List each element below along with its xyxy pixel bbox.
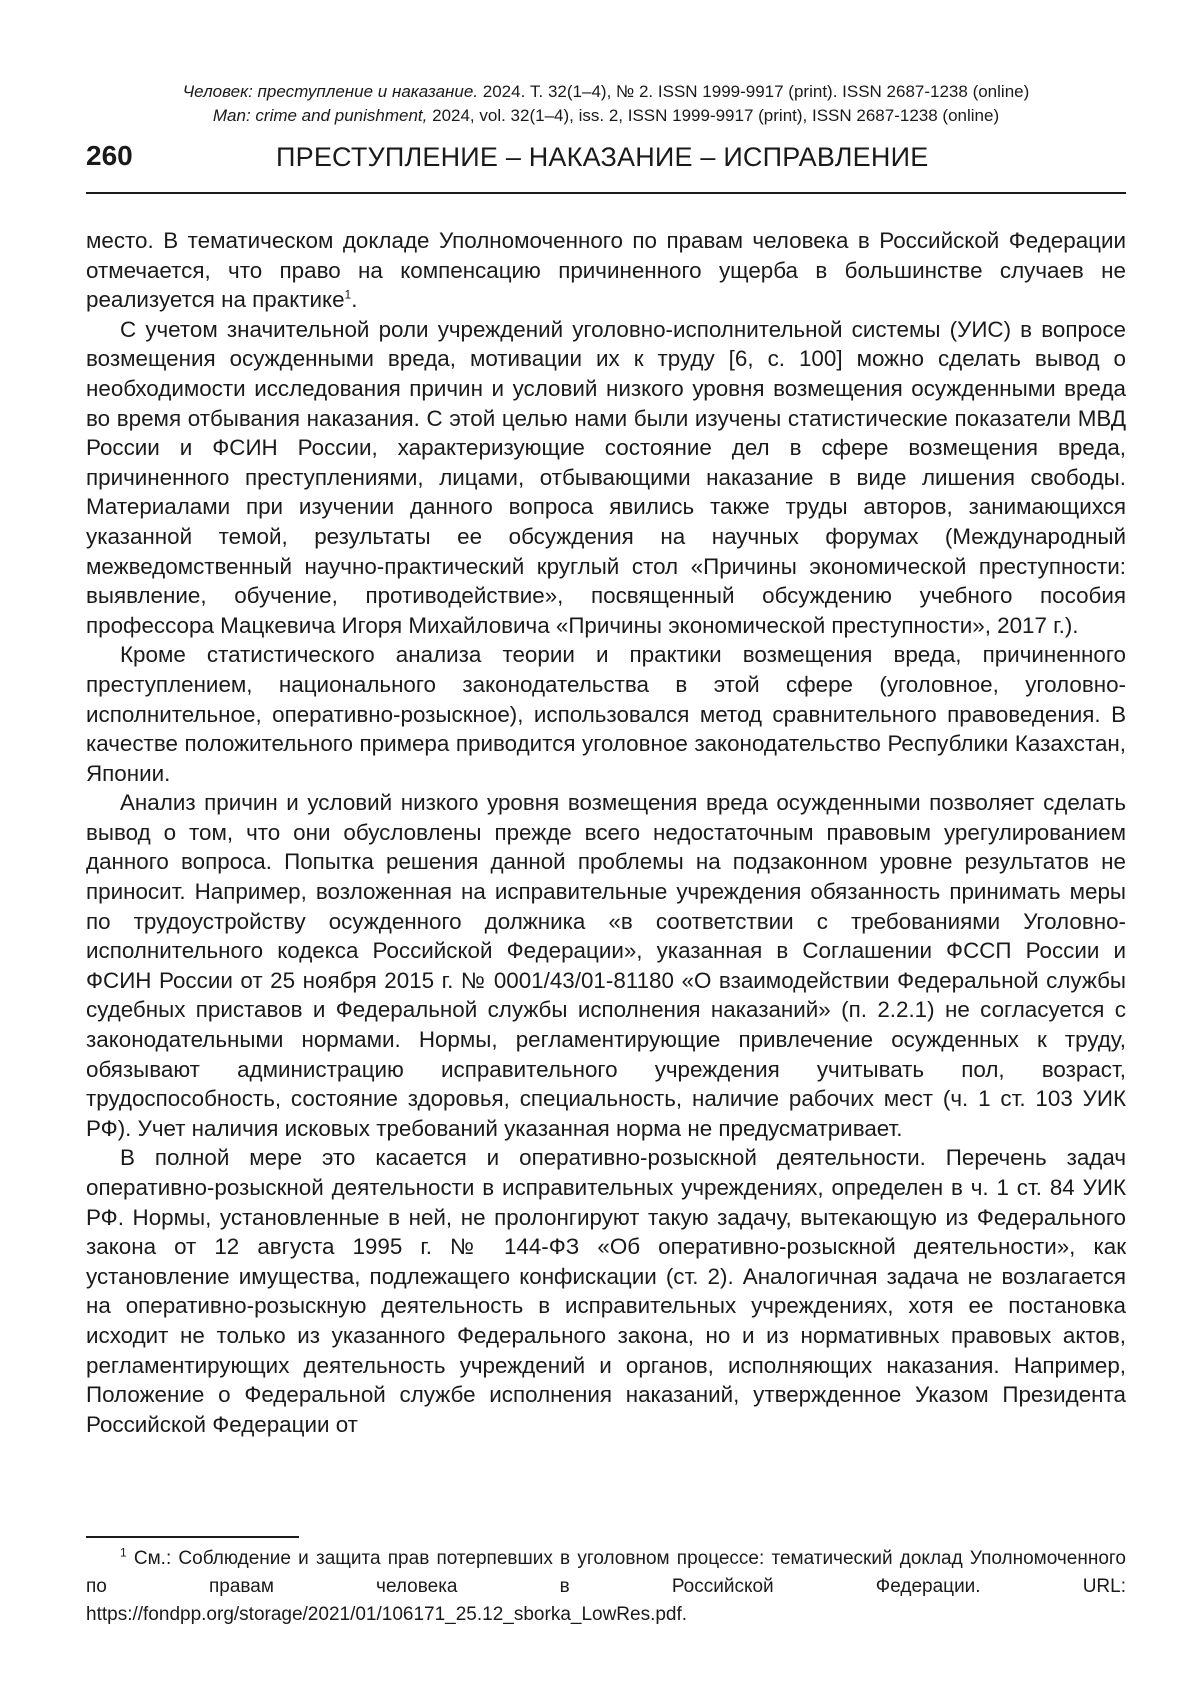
paragraph-2: С учетом значительной роли учреждений уголовно-исполнительной системы (УИС) в вопросе возмещения осужденными вреда, мотивации их к труду [6, с. 100] можно сделать вывод о необходимости исследования причин и условий низкого уровня возмещения осужденными вреда во время отбывания наказания. С этой целью нами были изучены статистические показатели МВД России и ФСИН России, характеризующие состояние дел в сфере возмещения вреда, причиненного преступлениями, лицами, отбывающими наказание в виде лишения свободы. Материалами при изучении данного вопроса явились также труды авторов, занимающихся указанной темой, результаты ее обсуждения на научных форумах (Международный межведомственный научно-практический круглый стол «Причины экономической преступности: выявление, обучение, противодействие», посвященный обсуждению учебного пособия профессора Мацкевича Игоря Михайловича «Причины экономической преступности», 2017 г.). (86, 316, 1126, 638)
running-head-line-en (86, 104, 1126, 128)
article-body (86, 226, 1126, 1439)
section-title: ПРЕСТУПЛЕНИЕ – НАКАЗАНИЕ – ИСПРАВЛЕНИЕ (276, 142, 929, 172)
journal-issue-en: 2024, vol. 32(1–4), iss. 2, ISSN 1999-9917 (print), ISSN 2687-1238 (online) (427, 106, 1000, 125)
paragraph-5: В полной мере это касается и оперативно-розыскной деятельности. Перечень задач оперативно-розыскной деятельности в исправительных учреждениях, определен в ч. 1 ст. 84 УИК РФ. Нормы, установленные в ней, не пролонгируют такую задачу, вытекающую из Федерального закона от 12 августа 1995 г. № 144-ФЗ «Об оперативно-розыскной деятельности», как установление имущества, подлежащего конфискации (ст. 2). Аналогичная задача не возлагается на оперативно-розыскную деятельность в исправительных учреждениях, хотя ее постановка исходит не только из указанного Федерального закона, но и из нормативных правовых актов, регламентирующих деятельность учреждений и органов, исполняющих наказания. Например, Положение о Федеральной службе исполнения наказаний, утвержденное Указом Президента Российской Федерации от (86, 1145, 1126, 1437)
journal-title-ru: Человек: преступление и наказание. (182, 82, 479, 101)
footnote (86, 1545, 1126, 1629)
paragraph-1-end: . (351, 287, 358, 313)
header-rule (86, 192, 1126, 194)
page-header (86, 140, 1126, 184)
footnote-ref[interactable]: 1 (344, 287, 352, 302)
running-head-line-ru (86, 80, 1126, 104)
running-head (86, 80, 1126, 128)
footnote-rule (86, 1536, 299, 1538)
footnote-1 (86, 1545, 1126, 1629)
paragraph-1 (86, 226, 1126, 315)
journal-issue-ru: 2024. Т. 32(1–4), № 2. ISSN 1999-9917 (print). ISSN 2687-1238 (online) (478, 82, 1030, 101)
paragraph-4: Анализ причин и условий низкого уровня возмещения вреда осужденными позволяет сделать вывод о том, что они обусловлены прежде всего недостаточным правовым урегулированием данного вопроса. Попытка решения данной проблемы на подзаконном уровне результатов не приносит. Например, возложенная на исправительные учреждения обязанность принимать меры по трудоустройству осужденного должника «в соответствии с требованиями Уголовно-исполнительного кодекса Российской Федерации», указанная в Соглашении ФССП России и ФСИН России от 25 ноября 2015 г. № 0001/43/01-81180 «О взаимодействии Федеральной службы судебных приставов и Федеральной службы исполнения наказаний» (п. 2.2.1) не согласуется с законодательными нормами. Нормы, регламентирующие привлечение осужденных к труду, обязывают администрацию исправительного учреждения учитывать пол, возраст, трудоспособность, состояние здоровья, специальность, наличие рабочих мест (ч. 1 ст. 103 УИК РФ). Учет наличия исковых требований указанная норма не предусматривает. (86, 790, 1126, 1141)
paragraph-3: Кроме статистического анализа теории и практики возмещения вреда, причиненного преступлением, национального законодательства в этой сфере (уголовное, уголовно-исполнительное, оперативно-розыскное), использовался метод сравнительного правоведения. В качестве положительного примера приводится уголовное законодательство Республики Казахстан, Японии. (86, 642, 1126, 786)
page-number: 260 (86, 140, 133, 171)
footnote-text: См.: Соблюдение и защита прав потерпевших в уголовном процессе: тематический доклад Уполномоченного по правам человека в Российской Федерации. URL: https://fondpp.org/storage/2021/01/106171_25.12_sborka_LowRes.pdf. (86, 1548, 1126, 1625)
journal-title-en: Man: crime and punishment, (212, 106, 428, 125)
paragraph-1-text: место. В тематическом докладе Уполномоченного по правам человека в Российской Федерации отмечается, что право на компенсацию причиненного ущерба в большинстве случаев не реализуется на практике (86, 228, 1126, 313)
footnote-marker: 1 (120, 1545, 127, 1560)
